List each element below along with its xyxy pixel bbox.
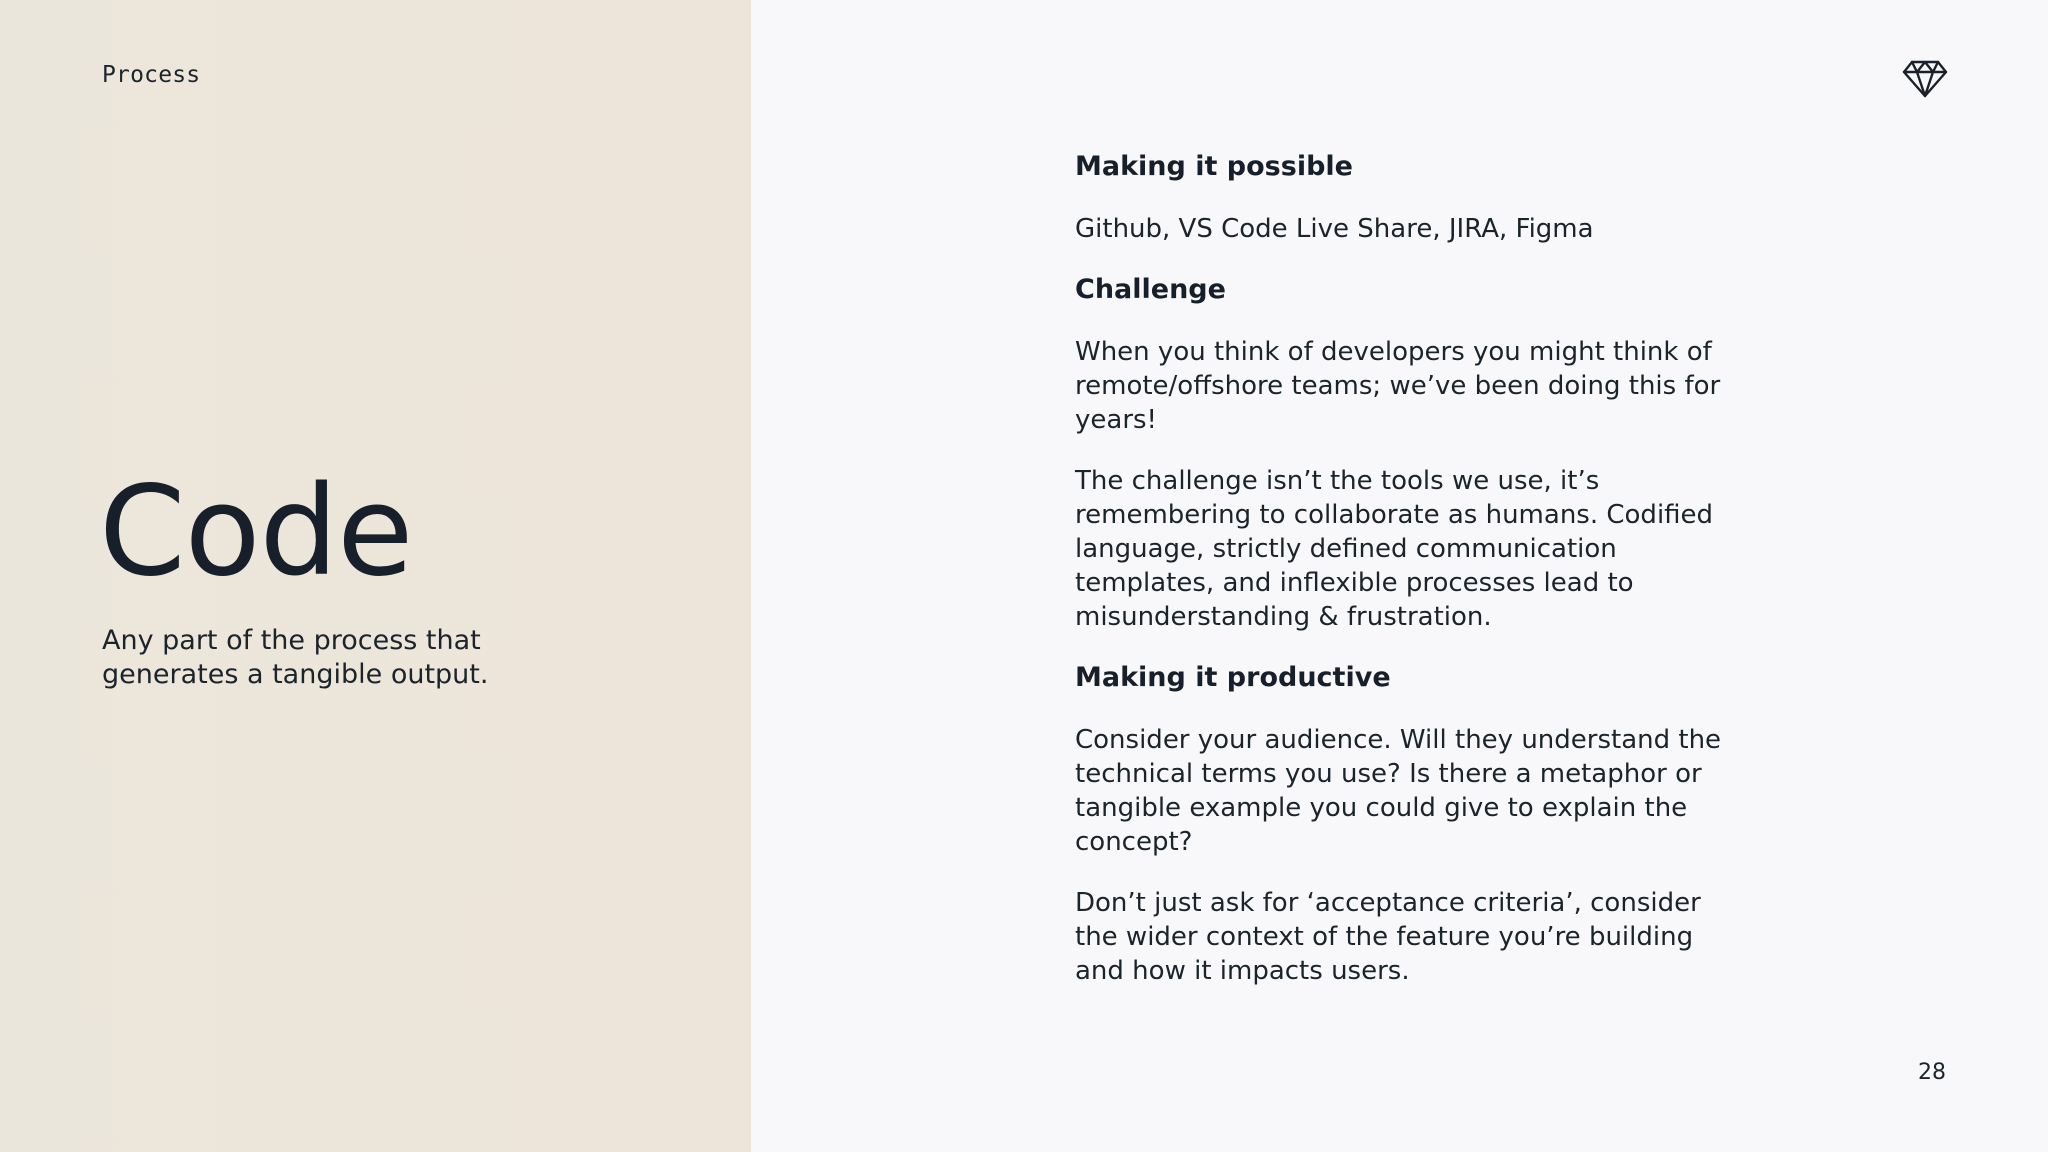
heading-challenge: Challenge [1075,274,1226,305]
page-number: 28 [1918,1060,1946,1085]
productive-paragraph-2: Don’t just ask for ‘acceptance criteria’, consider the wider context of the feature you’re building and how it impacts users. [1075,888,1701,986]
challenge-paragraph-2: The challenge isn’t the tools we use, it’s remembering to collaborate as humans. Codified language, strictly defined communication templates, and inflexible processes lead to misunderstanding & frustration. [1075,466,1714,632]
section-label: Process [102,62,201,88]
heading-making-it-productive: Making it productive [1075,662,1391,693]
challenge-paragraph-1: When you think of developers you might think of remote/offshore teams; we’ve been doing this for years! [1075,337,1721,435]
content-column [1075,150,1725,1015]
heading-making-it-possible: Making it possible [1075,151,1353,182]
tools-paragraph: Github, VS Code Live Share, JIRA, Figma [1075,214,1594,244]
slide-title: Code [99,460,413,604]
slide-subtitle: Any part of the process that generates a tangible output. [102,625,489,690]
diamond-icon [1902,60,1948,98]
productive-paragraph-1: Consider your audience. Will they understand the technical terms you use? Is there a metaphor or tangible example you could give to explain the concept? [1075,725,1722,857]
